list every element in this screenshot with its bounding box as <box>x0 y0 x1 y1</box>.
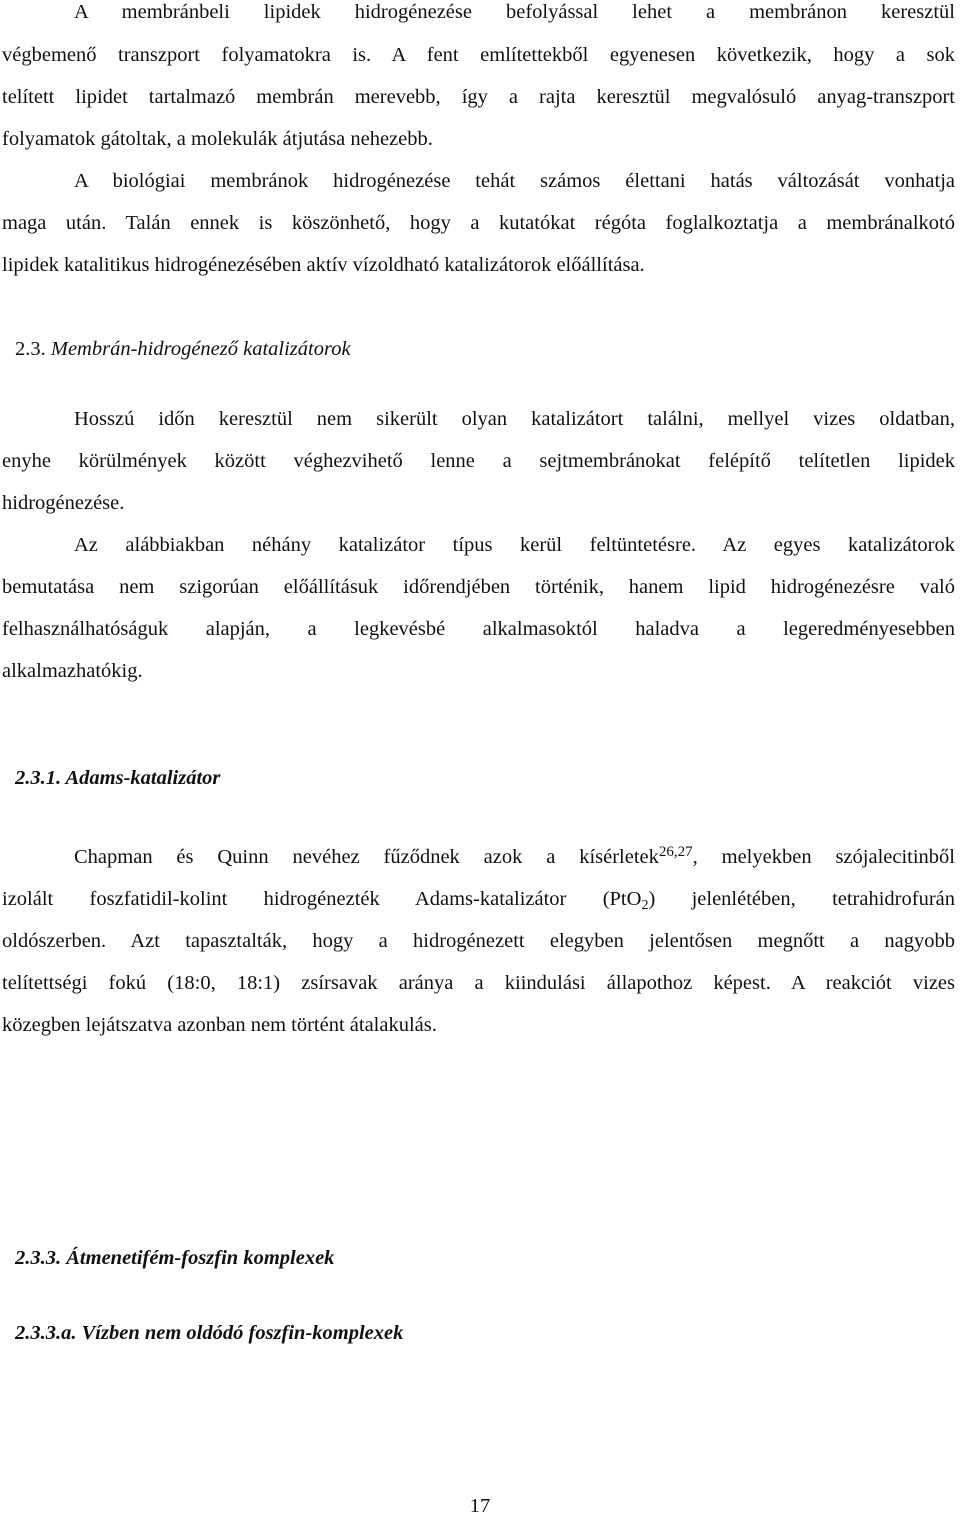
formula-subscript: 2 <box>641 898 649 913</box>
text-segment: ) jelenlétében, tetrahidrofurán <box>648 888 956 910</box>
section-heading-2-3-1: 2.3.1. Adams-katalizátor <box>15 767 221 789</box>
section-heading-2-3 <box>15 337 351 361</box>
section-number: 2.3. <box>15 338 46 360</box>
paragraph-line <box>2 887 955 911</box>
paragraph-line: alkalmazhatókig. <box>2 660 143 682</box>
paragraph-line: folyamatok gátoltak, a molekulák átjutása nehezebb. <box>2 128 433 150</box>
paragraph-line: felhasználhatóságuk alapján, a legkevésbé alkalmasoktól haladva a legeredményesebben <box>2 618 955 640</box>
paragraph-line: oldószerben. Azt tapasztalták, hogy a hidrogénezett elegyben jelentősen megnőtt a nagyobb <box>2 930 955 952</box>
paragraph-line: telített lipidet tartalmazó membrán merevebb, így a rajta keresztül megvalósuló anyag-transzport <box>2 86 955 108</box>
paragraph-line: Hosszú időn keresztül nem sikerült olyan katalizátort találni, mellyel vizes oldatban, <box>74 408 955 430</box>
paragraph-line: bemutatása nem szigorúan előállításuk időrendjében történik, hanem lipid hidrogénezésre való <box>2 576 955 598</box>
section-title: Membrán-hidrogénező katalizátorok <box>50 338 351 360</box>
text-segment: izolált foszfatidil-kolint hidrogénezték Adams-katalizátor (PtO <box>2 888 642 910</box>
paragraph-line: maga után. Talán ennek is köszönhető, hogy a kutatókat régóta foglalkoztatja a membránalkotó <box>2 212 955 234</box>
paragraph-line: hidrogénezése. <box>2 492 125 514</box>
section-heading-2-3-3: 2.3.3. Átmenetifém-foszfin komplexek <box>15 1247 335 1269</box>
paragraph-line: A biológiai membránok hidrogénezése tehát számos élettani hatás változását vonhatja <box>74 170 955 192</box>
paragraph-line: Az alábbiakban néhány katalizátor típus kerül feltüntetésre. Az egyes katalizátorok <box>74 534 955 556</box>
paragraph-line: végbemenő transzport folyamatokra is. A fent említettekből egyenesen következik, hogy a sok <box>2 44 955 66</box>
paragraph-line <box>74 845 955 869</box>
section-heading-2-3-3-a: 2.3.3.a. Vízben nem oldódó foszfin-komplexek <box>15 1322 404 1344</box>
paragraph-line: lipidek katalitikus hidrogénezésében aktív vízoldható katalizátorok előállítása. <box>2 254 645 276</box>
paragraph-line: A membránbeli lipidek hidrogénezése befolyással lehet a membránon keresztül <box>74 1 955 23</box>
page-number: 17 <box>469 1495 491 1517</box>
text-segment: Chapman és Quinn nevéhez fűződnek azok a kísérletek <box>74 846 659 868</box>
paragraph-line: telítettségi fokú (18:0, 18:1) zsírsavak aránya a kiindulási állapothoz képest. A reakciót vizes <box>2 972 955 994</box>
paragraph-line: enyhe körülmények között véghezvihető lenne a sejtmembránokat felépítő telítetlen lipidek <box>2 450 955 472</box>
text-segment: , melyekben szójalecitinből <box>692 846 955 868</box>
paragraph-line: közegben lejátszatva azonban nem történt átalakulás. <box>2 1014 437 1036</box>
citation-superscript: 26,27 <box>658 844 693 860</box>
